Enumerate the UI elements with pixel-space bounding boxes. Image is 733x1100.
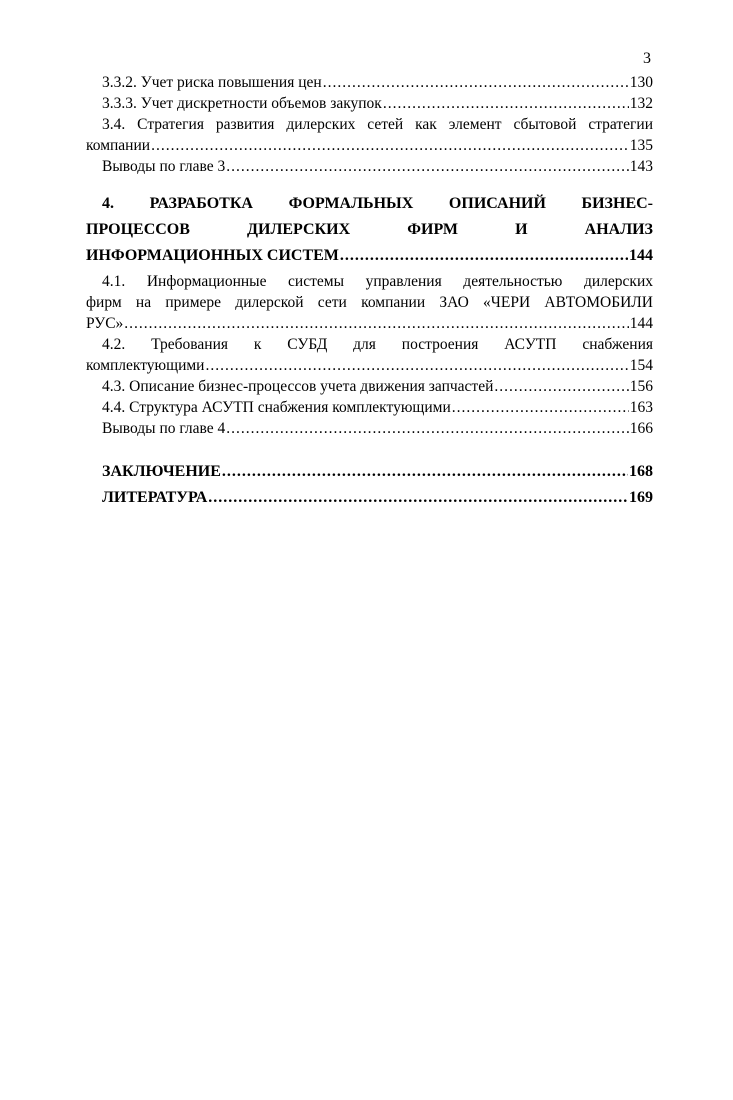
toc-entry-title: комплектующими (86, 357, 205, 374)
toc-entry-title: Выводы по главе 4 (102, 420, 226, 437)
dot-leader (208, 485, 628, 511)
toc-entry-conclusion-3[interactable] (86, 156, 653, 177)
toc-entry-title: компании (86, 137, 151, 154)
toc-entry-page: 144 (629, 315, 653, 332)
toc-entry-title: 4.3. Описание бизнес-процессов учета движения запчастей (102, 378, 494, 395)
toc-entry-line: 4.1. Информационные системы управления деятельностью дилерских (102, 273, 653, 290)
dot-leader (205, 355, 628, 376)
toc-entry-line: 4.2. Требования к СУБД для построения АСУТП снабжения (102, 336, 653, 353)
toc-entry-page: 163 (629, 399, 653, 416)
dot-leader (494, 376, 628, 397)
toc-entry-page: 154 (629, 357, 653, 374)
toc-entry-3-4[interactable] (86, 114, 653, 156)
toc-entry-title: ЗАКЛЮЧЕНИЕ (102, 463, 221, 480)
toc-entry-page: 169 (629, 489, 653, 506)
dot-leader (222, 459, 628, 485)
dot-leader (383, 93, 629, 114)
toc-entry-line: 3.4. Стратегия развития дилерских сетей как элемент сбытовой стратегии (102, 116, 653, 133)
dot-leader (226, 156, 628, 177)
dot-leader (340, 243, 628, 269)
toc-entry-title: 4.4. Структура АСУТП снабжения комплектующими (102, 399, 451, 416)
toc-entry-page: 143 (629, 158, 653, 175)
dot-leader (124, 313, 628, 334)
dot-leader (226, 418, 628, 439)
toc-entry-title: Выводы по главе 3 (102, 158, 226, 175)
toc-entry-page: 130 (629, 74, 653, 91)
chapter-line: 4. РАЗРАБОТКА ФОРМАЛЬНЫХ ОПИСАНИЙ БИЗНЕС- (102, 195, 653, 212)
toc-entry-page: 135 (629, 137, 653, 154)
toc-entry-page: 166 (629, 420, 653, 437)
table-of-contents (86, 72, 653, 511)
chapter-page: 144 (629, 247, 653, 264)
toc-entry-4-4[interactable] (86, 397, 653, 418)
dot-leader (151, 135, 629, 156)
toc-entry-literature[interactable] (86, 485, 653, 511)
toc-entry-page: 132 (629, 95, 653, 112)
toc-entry-3-3-2[interactable] (86, 72, 653, 93)
toc-entry-4-2[interactable] (86, 334, 653, 376)
toc-entry-4-1[interactable] (86, 271, 653, 334)
dot-leader (452, 397, 629, 418)
toc-entry-page: 156 (629, 378, 653, 395)
chapter-title: ИНФОРМАЦИОННЫХ СИСТЕМ (86, 247, 339, 264)
toc-entry-title: 3.3.2. Учет риска повышения цен (102, 74, 322, 91)
toc-entry-conclusion[interactable] (86, 459, 653, 485)
toc-entry-title: ЛИТЕРАТУРА (102, 489, 208, 506)
toc-chapter-4[interactable] (86, 191, 653, 269)
dot-leader (323, 72, 629, 93)
page-number: 3 (643, 50, 651, 67)
toc-entry-conclusion-4[interactable] (86, 418, 653, 439)
toc-entry-title: РУС» (86, 315, 124, 332)
toc-entry-title: 3.3.3. Учет дискретности объемов закупок (102, 95, 382, 112)
chapter-line: ПРОЦЕССОВ ДИЛЕРСКИХ ФИРМ И АНАЛИЗ (86, 221, 653, 238)
toc-entry-3-3-3[interactable] (86, 93, 653, 114)
toc-entry-page: 168 (629, 463, 653, 480)
toc-entry-4-3[interactable] (86, 376, 653, 397)
toc-entry-line: фирм на примере дилерской сети компании ЗАО «ЧЕРИ АВТОМОБИЛИ (86, 294, 653, 311)
